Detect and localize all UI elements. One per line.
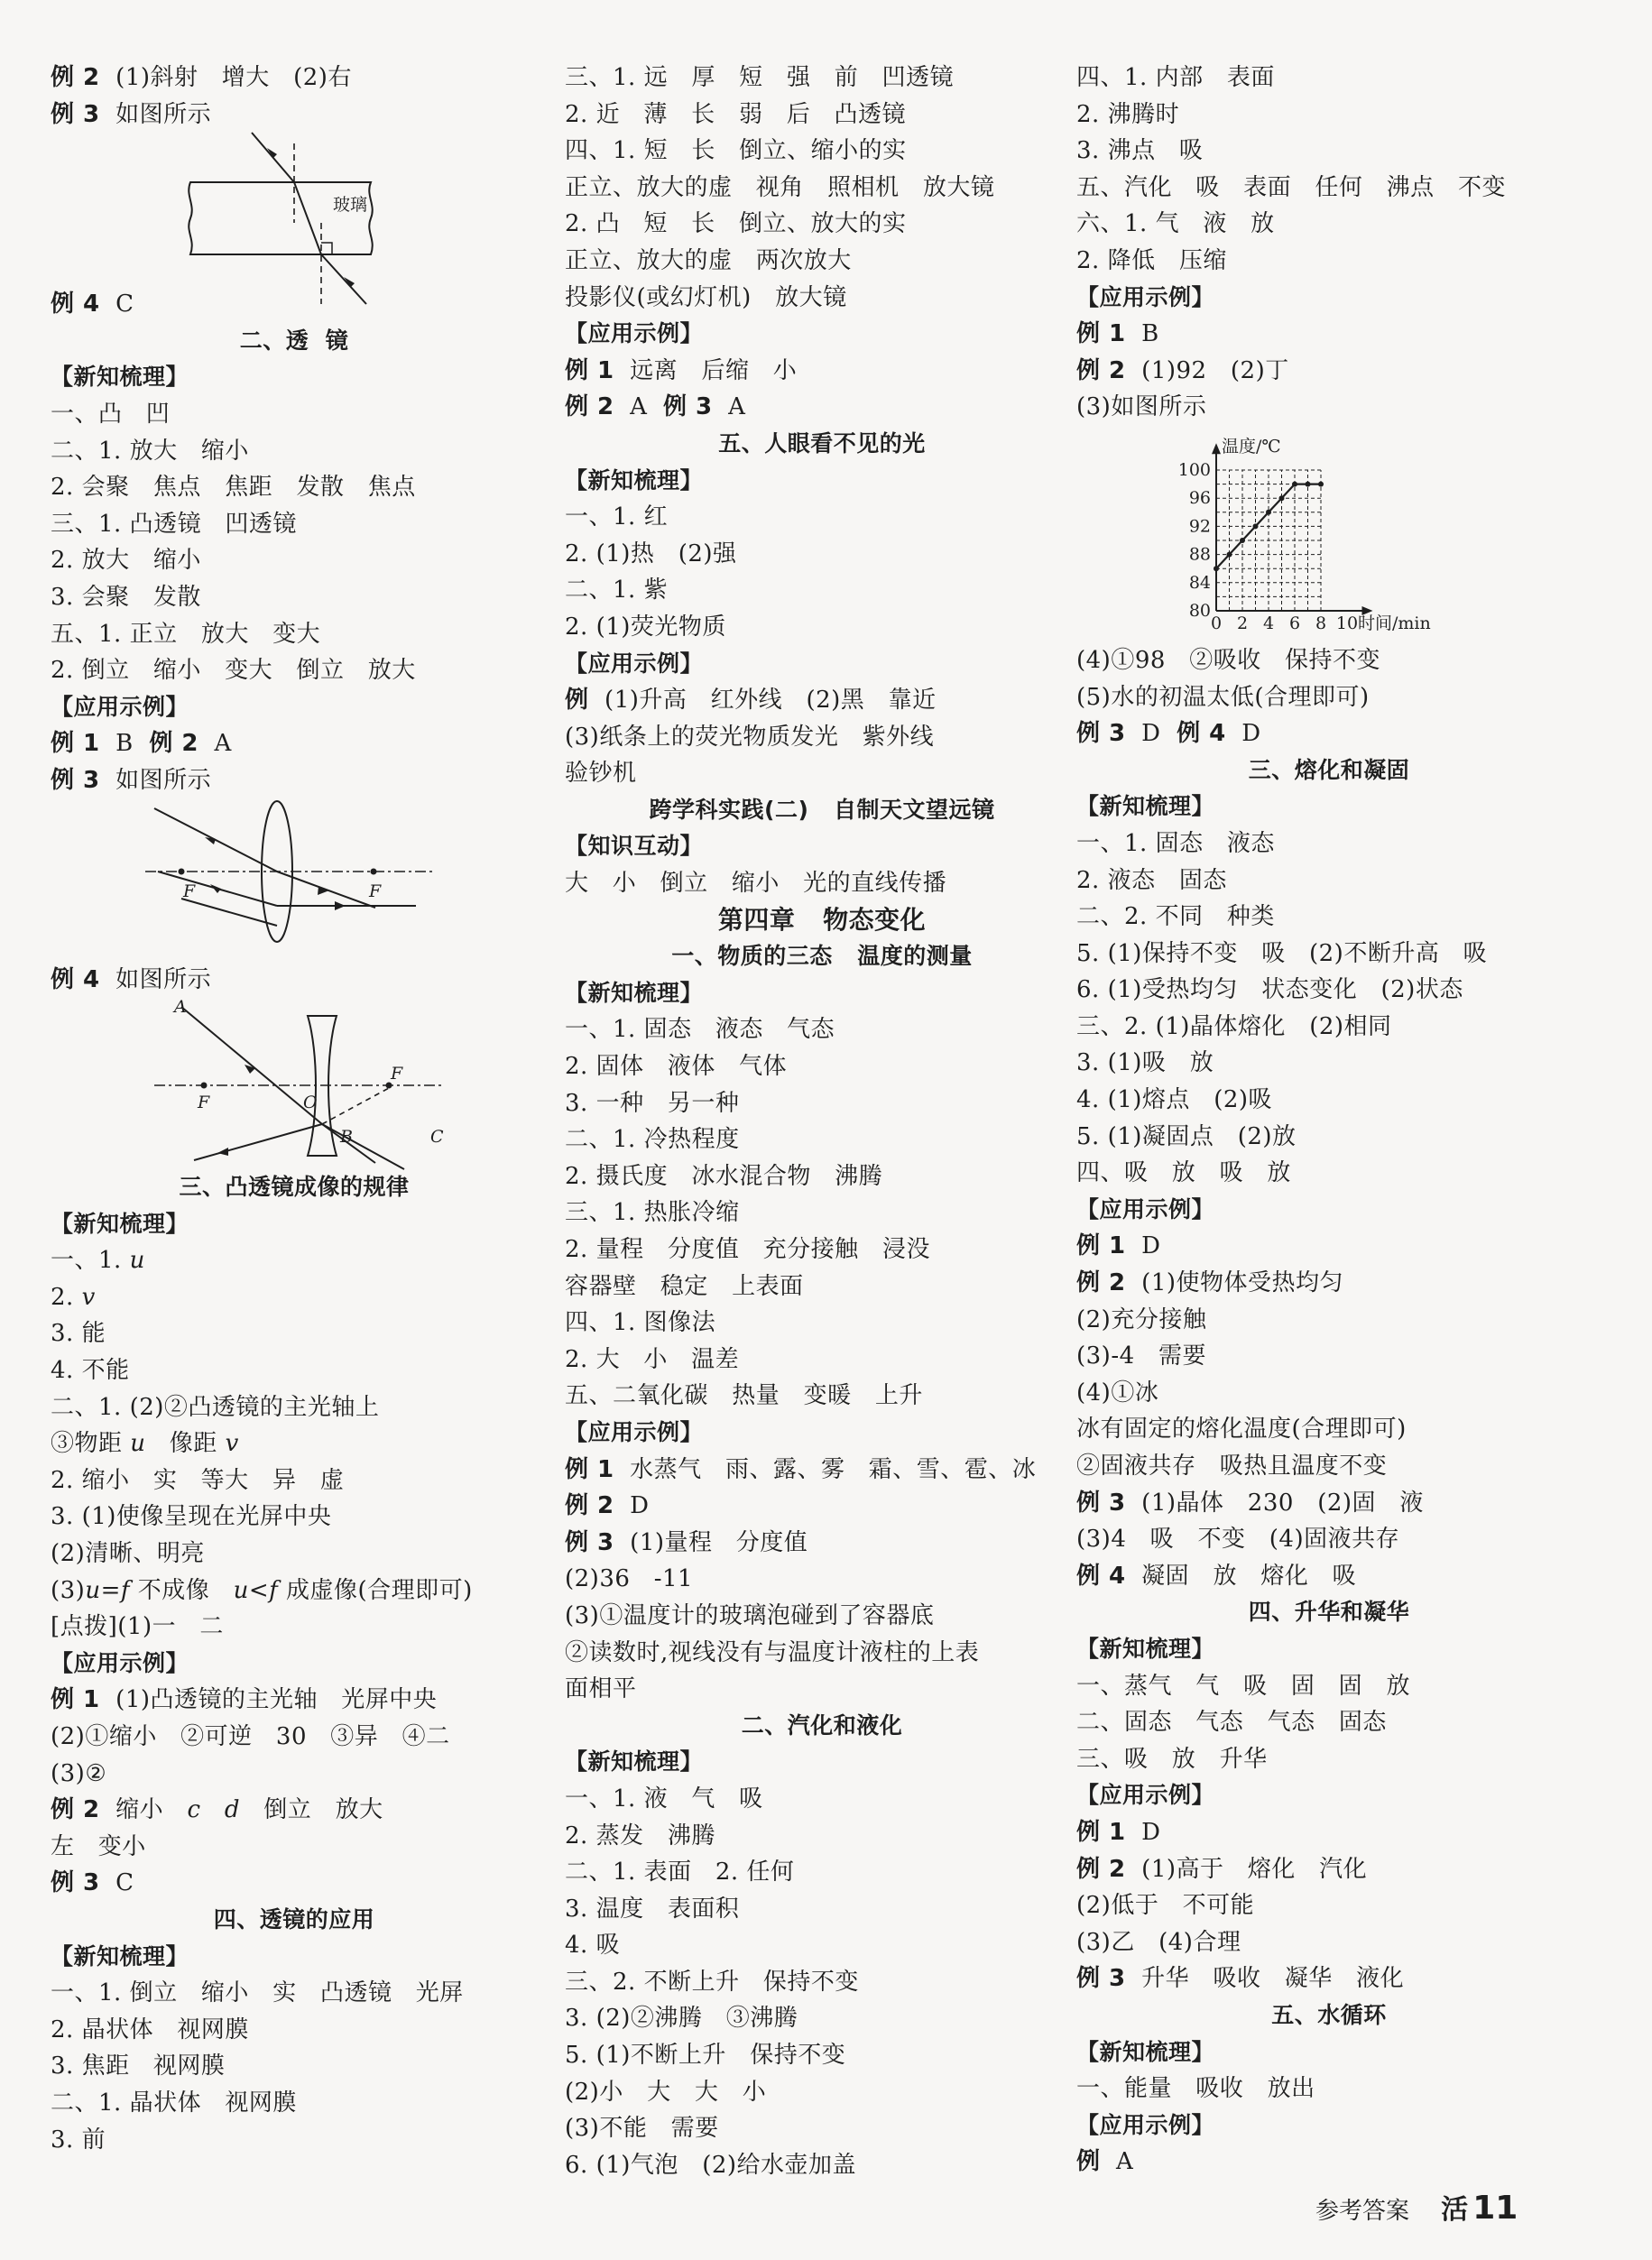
answer-line [51,1865,538,1902]
answer-line [51,1573,538,1610]
answer-line: 2. 大 小 温差 [565,1345,740,1373]
light-ray [154,808,277,872]
subsection-heading: 【新知梳理】 [1076,1635,1215,1662]
answer-text: 像距 [145,1430,226,1458]
data-point [1279,495,1285,501]
column-2 [565,60,1079,2183]
answer-line: 二、1. 表面 2. 任何 [565,1859,795,1886]
answer-text: ③物距 [51,1430,131,1458]
answer-line: (5)水的初温太低(合理即可) [1076,683,1370,711]
section-heading: 四、升华和凝华 [1248,1599,1410,1626]
answer-text: (1)斜射 增大 (2)右 [99,64,352,91]
example-label: 例 4 [1076,1562,1126,1590]
answer-text: C [99,1869,134,1897]
answer-line [51,286,538,323]
example-label: 例 2 [1076,1269,1126,1297]
subsection-heading: 【应用示例】 [565,320,704,347]
answer-line: 三、2. 不断上升 保持不变 [565,1968,859,1996]
answer-line: (2)充分接触 [1076,1305,1207,1333]
answer-line: 2. 摄氏度 冰水混合物 沸腾 [565,1162,883,1190]
light-ray [194,1124,322,1160]
y-tick-label: 80 [1188,600,1211,621]
answer-line: (3)4 吸 不变 (4)固液共存 [1076,1526,1400,1554]
data-point [1214,566,1219,571]
section-heading: 四、透镜的应用 [213,1905,375,1933]
example-label: 例 3 [565,1528,614,1556]
answer-line: 容器壁 稳定 上表面 [565,1272,804,1300]
answer-text: A [614,393,663,421]
page-number: 11 [1472,2190,1518,2227]
answer-line: 3. 温度 表面积 [565,1895,740,1923]
example-label: 例 2 [51,64,100,91]
answer-line: 左 变小 [51,1832,146,1860]
subsection-heading: 【应用示例】 [1076,1782,1215,1809]
data-point [1318,482,1324,487]
answer-line: 五、汽化 吸 表面 任何 沸点 不变 [1076,173,1506,201]
answer-line: 3. 一种 另一种 [565,1089,740,1117]
answer-line: 2. 放大 缩小 [51,547,201,575]
answer-line: 二、1. (2)②凸透镜的主光轴上 [51,1393,380,1421]
y-tick-label: 92 [1188,516,1211,537]
answer-line: (4)①冰 [1076,1379,1159,1407]
chart-svg [1167,426,1464,642]
example-label: 例 1 [51,730,100,758]
answer-line: (2)清晰、明亮 [51,1540,205,1568]
convex-lens-figure [51,799,538,962]
answer-text: 倒立 放大 [240,1796,383,1824]
answer-line: 3. (1)使像呈现在光屏中央 [51,1503,332,1531]
answer-line [565,389,1079,426]
focus-label: F [198,1093,210,1113]
answer-text: 如图所示 [99,766,212,794]
focus-label: F [183,881,196,901]
example-label: 例 2 [1076,1855,1126,1883]
answer-line: 一、1. 液 气 吸 [565,1785,763,1813]
answer-line: 一、1. 固态 液态 [1076,829,1275,857]
answer-line: 3. 沸点 吸 [1076,137,1204,165]
answer-line: 2. 液态 固态 [1076,866,1227,894]
right-angle-mark [321,243,332,254]
answer-line [565,682,1079,719]
answer-line: 二、1. 冷热程度 [565,1126,740,1154]
answer-line: 3. (2)②沸腾 ③沸腾 [565,2005,798,2033]
answer-text: D [614,1492,650,1520]
variable: u [129,1247,145,1275]
answer-line: 一、1. 固态 液态 气态 [565,1016,835,1044]
glass-label: 玻璃 [333,195,368,216]
x-tick-label: 2 [1236,613,1249,633]
answer-text: D [1225,720,1261,748]
answer-line [1076,1265,1582,1302]
answer-line: 5. (1)不断上升 保持不变 [565,2042,846,2070]
answer-line: 2. 降低 压缩 [1076,246,1227,274]
answer-text: (1)使物体受热均匀 [1125,1269,1344,1297]
answer-line [565,1488,1079,1525]
example-label: 例 3 [1076,1489,1126,1517]
data-point [1306,482,1311,487]
answer-line: 3. (1)吸 放 [1076,1049,1214,1077]
answer-line [1076,316,1582,353]
answer-line [1076,2144,1582,2181]
example-label: 例 3 [51,1869,100,1897]
subsection-heading: 【新知梳理】 [1076,793,1215,820]
data-point [1240,538,1245,543]
answer-text: (1)92 (2)丁 [1125,356,1289,384]
answer-line [51,762,538,799]
data-point [1227,552,1232,558]
arrow-icon [318,886,329,895]
example-label: 例 4 [51,965,100,993]
answer-text: D [1125,1232,1161,1260]
answer-text: (1)量程 分度值 [614,1528,808,1556]
example-label: 例 3 [51,766,100,794]
answer-line: 面相平 [565,1675,637,1703]
answer-line: 2. 会聚 焦点 焦距 发散 焦点 [51,474,416,502]
footer-title: 参考答案 [1315,2198,1410,2225]
y-tick-label: 88 [1188,544,1211,565]
answer-text: 2. [51,1283,82,1311]
answer-line: 验钞机 [565,760,637,788]
answer-text: 如图所示 [99,100,212,128]
brand-mark: 活 [1441,2194,1469,2226]
extension-line [322,1088,389,1124]
point-label: B [340,1127,353,1148]
point-label: O [303,1093,318,1113]
answer-text: B [99,730,150,758]
variable: f [120,1576,131,1604]
example-label: 例 2 [51,1796,100,1824]
section-heading: 三、熔化和凝固 [1248,756,1410,783]
example-label: 例 1 [565,1455,614,1483]
data-point [1292,482,1297,487]
answer-text: 不成像 [130,1576,234,1604]
answer-line: 2. 近 薄 长 弱 后 凸透镜 [565,100,907,128]
answer-text: B [1125,320,1159,348]
subsection-heading: 【应用示例】 [1076,1195,1215,1222]
example-label: 例 1 [1076,1818,1126,1846]
subsection-heading: 【知识互动】 [565,833,704,860]
answer-line: (3)② [51,1759,107,1787]
answer-line: 二、1. 紫 [565,577,669,604]
answer-text: A [712,393,746,421]
answer-line: 三、吸 放 升华 [1076,1745,1268,1773]
answer-line [565,1452,1079,1489]
answer-line: 6. (1)气泡 (2)给水壶加盖 [565,2151,857,2179]
x-tick-label: 0 [1210,613,1223,633]
answer-line: 一、凸 凹 [51,400,171,428]
answer-line: (2)36 -11 [565,1565,694,1593]
variable: d [224,1796,240,1824]
answer-line: (2)①缩小 ②可逆 30 ③异 ④二 [51,1723,450,1750]
answer-line: 5. (1)保持不变 吸 (2)不断升高 吸 [1076,939,1488,967]
y-tick-label: 100 [1177,459,1211,480]
y-tick-label: 84 [1188,572,1211,593]
answer-line: 一、能量 吸收 放出 [1076,2075,1315,2103]
answer-line: 4. 吸 [565,1932,621,1960]
answer-line [51,1279,538,1316]
y-tick-label: 96 [1188,488,1211,509]
axis-segment [322,1085,357,1163]
answer-line [1076,1814,1582,1851]
column-1 [51,60,538,2158]
answer-line [1076,1485,1582,1522]
answer-line: 六、1. 气 液 放 [1076,210,1275,238]
example-label: 例 4 [51,291,100,318]
example-label: 例 [1076,2148,1101,2176]
example-label: 例 3 [51,100,100,128]
subsection-heading: 【应用示例】 [51,1649,189,1676]
answer-line: 投影仪(或幻灯机) 放大镜 [565,283,847,311]
answer-text: 升华 吸收 凝华 液化 [1125,1965,1405,1993]
answer-line [51,1792,538,1829]
answer-text: (1)高于 熔化 汽化 [1125,1855,1368,1883]
arrow-icon [335,901,346,910]
x-axis-label: 时间/min [1358,613,1431,633]
focus-point [179,868,185,874]
answer-line: ②读数时,视线没有与温度计液柱的上表 [565,1638,980,1666]
answer-text: (3) [51,1576,86,1604]
x-tick-label: 10 [1335,613,1359,633]
answer-line [51,60,538,97]
answer-line: 四、1. 短 长 倒立、缩小的实 [565,137,907,165]
section-heading: 一、物质的三态 温度的测量 [671,943,973,970]
y-axis-label: 温度/℃ [1222,437,1281,457]
answer-line: 五、二氧化碳 热量 变暖 上升 [565,1382,923,1410]
focus-point [201,1083,208,1089]
answer-line: 四、1. 图像法 [565,1309,716,1337]
answer-line [51,1425,538,1462]
answer-line: ②固液共存 吸热且温度不变 [1076,1453,1388,1480]
answer-text: (1)晶体 230 (2)固 液 [1125,1489,1424,1517]
answer-line: 3. 焦距 视网膜 [51,2052,226,2080]
section-heading: 二、透 镜 [239,327,349,354]
example-label: 例 3 [663,393,713,421]
answer-line: 一、1. 倒立 缩小 实 凸透镜 光屏 [51,1979,464,2007]
answer-line: 3. 前 [51,2126,106,2154]
subsection-heading: 【应用示例】 [565,1418,704,1445]
answer-line: 4. (1)熔点 (2)吸 [1076,1086,1273,1114]
answer-line: 2. 量程 分度值 充分接触 浸没 [565,1236,930,1263]
answer-text: A [1100,2148,1134,2176]
answer-line [1076,715,1582,752]
answer-line [51,725,538,762]
data-point [1253,523,1259,529]
glass-block [189,182,372,254]
variable: u [85,1576,101,1604]
arrow-icon [210,884,221,893]
example-label: 例 1 [565,356,614,384]
answer-line: 2. 倒立 缩小 变大 倒立 放大 [51,657,416,685]
answer-line [1076,1228,1582,1265]
arrow-icon [217,1148,228,1156]
answer-line: 2. (1)热 (2)强 [565,540,737,567]
answer-text: 凝固 放 熔化 吸 [1125,1562,1357,1590]
subsection-heading: 【新知梳理】 [1076,2038,1215,2065]
answer-text: D [1125,720,1177,748]
subsection-heading: 【新知梳理】 [565,466,704,494]
answer-line [565,353,1079,390]
answer-line: 2. 蒸发 沸腾 [565,1822,715,1850]
answer-line: 正立、放大的虚 视角 照相机 放大镜 [565,173,995,201]
answer-text [201,1796,225,1823]
answer-line: 2. 晶状体 视网膜 [51,2016,249,2043]
answer-text: 成虚像(合理即可) [278,1576,473,1604]
answer-line: 三、1. 凸透镜 凹透镜 [51,510,297,538]
example-label: 例 [565,687,589,715]
answer-line: (3)乙 (4)合理 [1076,1928,1241,1956]
answer-line: 二、固态 气态 气态 固态 [1076,1709,1387,1737]
answer-line: 2. (1)荧光物质 [565,613,726,641]
x-tick-label: 4 [1262,613,1275,633]
answer-line [1076,1851,1582,1888]
chapter-heading: 第四章 物态变化 [717,904,927,935]
example-label: 例 2 [565,1492,614,1520]
answer-line: 一、蒸气 气 吸 固 固 放 [1076,1672,1410,1700]
answer-line: 6. (1)受热均匀 状态变化 (2)状态 [1076,976,1463,1004]
answer-line: 四、1. 内部 表面 [1076,64,1275,91]
point-label: C [430,1127,444,1148]
example-label: 例 1 [51,1686,100,1714]
example-label: 例 1 [1076,1232,1126,1260]
section-heading: 跨学科实践(二) 自制天文望远镜 [649,796,995,823]
axis-segment [322,1102,425,1124]
focus-label: F [369,881,382,901]
answer-line: 3. 能 [51,1320,106,1348]
answer-line: 冰有固定的熔化温度(合理即可) [1076,1416,1407,1444]
section-heading: 五、水循环 [1271,2001,1387,2028]
answer-text: (1)升高 红外线 (2)黑 靠近 [588,687,937,715]
section-heading: 三、凸透镜成像的规律 [179,1174,410,1201]
answer-line: (3)①温度计的玻璃泡碰到了容器底 [565,1601,935,1629]
variable: u [130,1430,146,1458]
subsection-heading: 【应用示例】 [565,650,704,677]
variable: v [225,1430,239,1458]
answer-text: 水蒸气 雨、露、雾 霜、雪、雹、冰 [614,1455,1037,1483]
refraction-glass-figure [51,133,538,286]
answer-line: 2. 沸腾时 [1076,100,1180,128]
answer-line: 二、1. 晶状体 视网膜 [51,2089,297,2117]
example-label: 例 2 [149,730,198,758]
answer-line: 4. 不能 [51,1357,130,1385]
axis-segment [145,899,181,908]
answer-line [51,1682,538,1719]
page-footer [1315,2186,1586,2231]
answer-line: 5. (1)凝固点 (2)放 [1076,1122,1297,1150]
answer-line: 3. 会聚 发散 [51,583,201,611]
subsection-heading: 【新知梳理】 [51,364,189,391]
answer-line [1076,1558,1582,1595]
answer-line: 三、1. 热胀冷缩 [565,1199,740,1227]
variable: f [269,1576,279,1604]
answer-text: D [1125,1818,1161,1846]
variable: v [81,1283,96,1311]
answer-line: 正立、放大的虚 两次放大 [565,246,852,274]
answer-text: 缩小 [99,1796,188,1824]
temperature-time-chart [1076,426,1582,642]
answer-line: 三、2. (1)晶体熔化 (2)相同 [1076,1012,1392,1040]
answer-line: (2)小 大 大 小 [565,2078,767,2106]
answer-line: 2. 固体 液体 气体 [565,1053,788,1081]
refracted-ray [294,182,321,254]
answer-line: [点拨](1)一 二 [51,1613,224,1641]
subsection-heading: 【应用示例】 [51,693,189,720]
x-tick-label: 8 [1315,613,1327,633]
answer-text: 远离 后缩 小 [614,356,798,384]
column-3 [1076,60,1582,2181]
focus-label: F [391,1064,403,1084]
example-label: 例 2 [1076,356,1126,384]
answer-line [51,962,538,999]
example-label: 例 3 [1076,1965,1126,1993]
answer-line: 四、吸 放 吸 放 [1076,1159,1291,1187]
data-point [1266,510,1271,515]
example-label: 例 4 [1177,720,1226,748]
answer-line: (3)如图所示 [1076,393,1207,421]
x-tick-label: 6 [1288,613,1301,633]
answer-line: 三、1. 远 厚 短 强 前 凹透镜 [565,64,955,91]
answer-line: 二、1. 放大 缩小 [51,437,249,465]
example-label: 例 2 [565,393,614,421]
answer-text: A [198,730,232,758]
subsection-heading: 【新知梳理】 [51,1210,189,1237]
subsection-heading: 【新知梳理】 [51,1942,189,1969]
subsection-heading: 【新知梳理】 [565,1748,704,1776]
answer-line: (3)纸条上的荧光物质发光 紫外线 [565,723,935,751]
answer-line: 2. 凸 短 长 倒立、放大的实 [565,210,907,238]
point-label: A [174,997,187,1018]
answer-line: (2)低于 不可能 [1076,1892,1255,1920]
answer-text: (1)凸透镜的主光轴 光屏中央 [99,1686,438,1714]
answer-text: 如图所示 [99,965,212,993]
answer-text: = [100,1576,121,1604]
section-heading: 二、汽化和液化 [741,1711,903,1739]
answer-line: 五、1. 正立 放大 变大 [51,620,321,648]
subsection-heading: 【应用示例】 [1076,283,1215,310]
answer-line: (3)不能 需要 [565,2115,719,2143]
focus-point [371,868,377,874]
arrow-icon [1212,443,1221,454]
answer-line [1076,353,1582,390]
concave-lens-figure [51,998,538,1169]
answer-text: 一、1. [51,1247,130,1275]
answer-line: (3)-4 需要 [1076,1342,1206,1370]
answer-text: < [248,1576,270,1604]
section-heading: 五、人眼看不见的光 [718,429,926,457]
variable: c [187,1796,201,1824]
arrow-icon [245,1065,255,1074]
answer-line [565,1525,1079,1562]
example-label: 例 3 [1076,720,1126,748]
answer-line: 二、2. 不同 种类 [1076,903,1275,931]
incident-ray [252,133,294,182]
example-label: 例 1 [1076,320,1126,348]
answer-line [1076,1960,1582,1997]
answer-line [51,1242,538,1279]
answer-line: 2. 缩小 实 等大 异 虚 [51,1466,345,1494]
subsection-heading: 【应用示例】 [1076,2111,1215,2138]
answer-line: 一、1. 红 [565,503,669,531]
answer-line: 大 小 倒立 缩小 光的直线传播 [565,870,947,898]
answer-line: (4)①98 ②吸收 保持不变 [1076,646,1381,674]
answer-line [51,97,538,134]
answer-text: C [99,291,134,318]
subsection-heading: 【新知梳理】 [565,979,704,1006]
variable: u [233,1576,249,1604]
